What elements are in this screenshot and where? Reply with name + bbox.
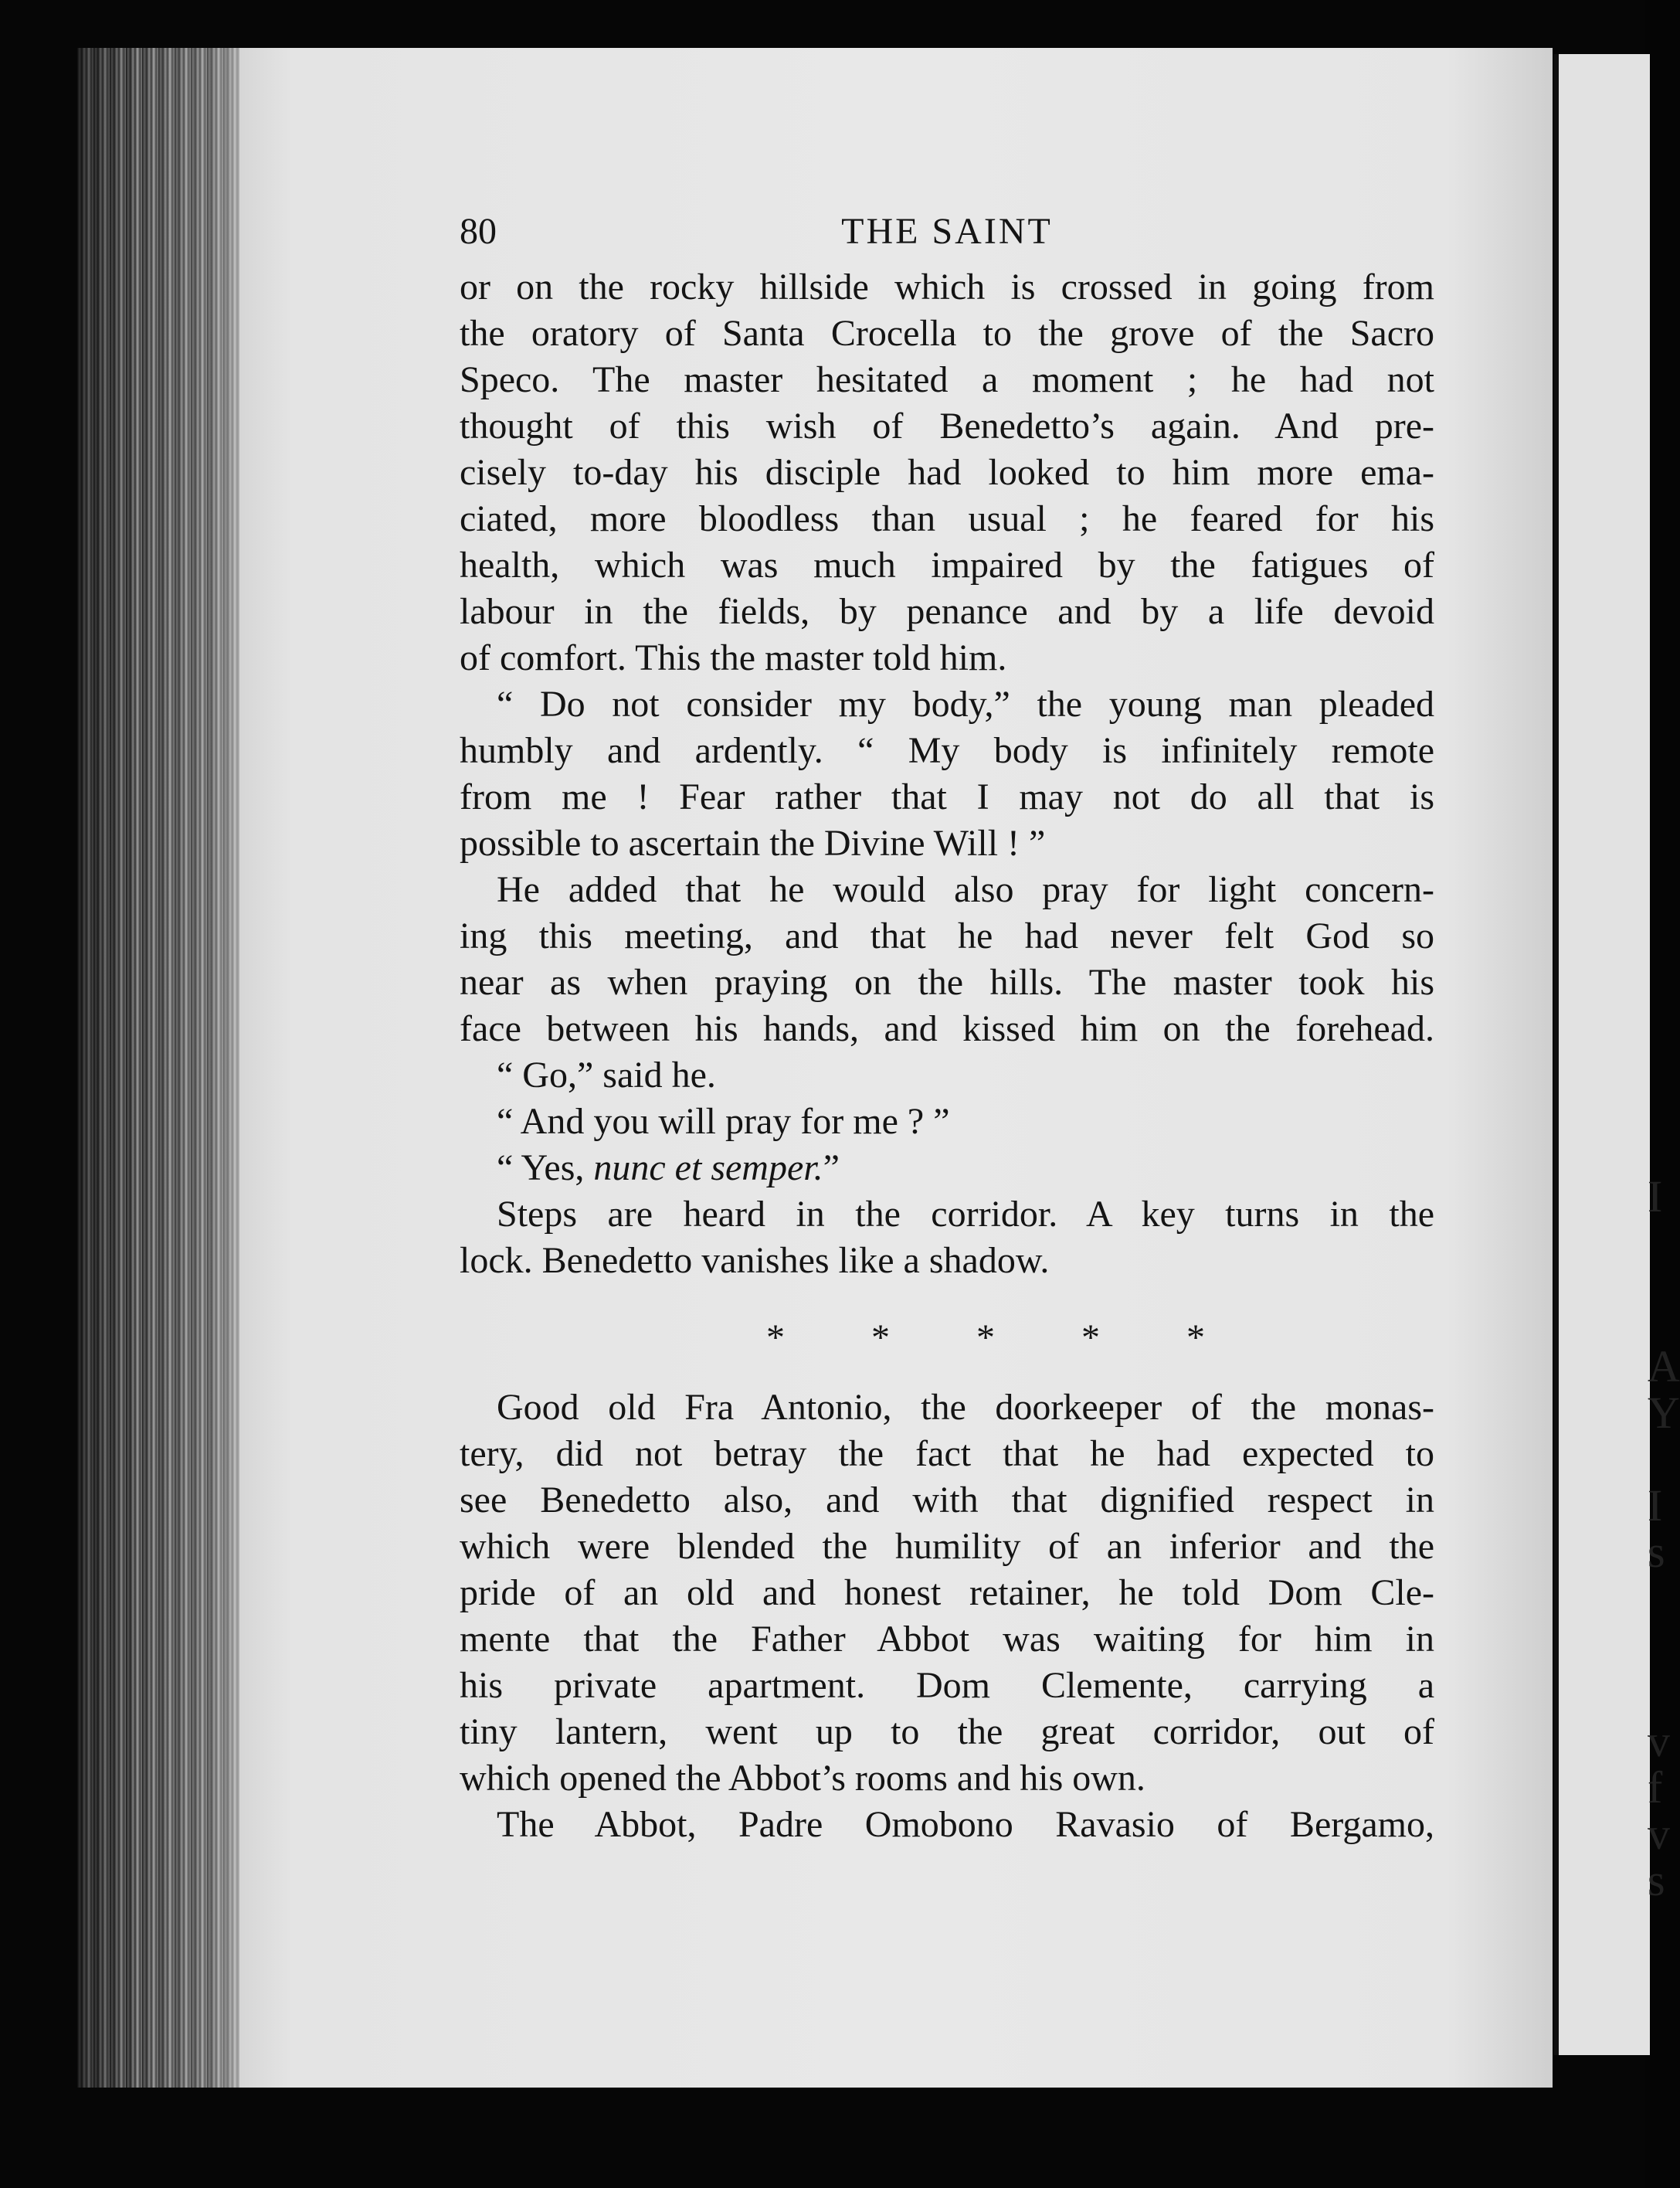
text-line: thought of this wish of Benedetto’s again. And pre-: [460, 406, 1434, 447]
page-header-title: THE SAINT: [841, 211, 1053, 252]
text-line: The Abbot, Padre Omobono Ravasio of Bergamo,: [497, 1804, 1434, 1845]
text-line: pride of an old and honest retainer, he told Dom Cle-: [460, 1572, 1434, 1613]
text-line: the oratory of Santa Crocella to the grove of the Sacro: [460, 313, 1434, 354]
text-line: Good old Fra Antonio, the doorkeeper of the monas-: [497, 1387, 1434, 1428]
text-line: see Benedetto also, and with that dignified respect in: [460, 1480, 1434, 1520]
text-line: near as when praying on the hills. The master took his: [460, 962, 1434, 1003]
facing-page-letter: Y: [1648, 1388, 1680, 1438]
closing-quote: ”: [823, 1147, 840, 1188]
text-line: which were blended the humility of an inferior and the: [460, 1526, 1434, 1567]
section-gap: [460, 1361, 1434, 1384]
text-line: Steps are heard in the corridor. A key turns in the: [497, 1194, 1434, 1235]
facing-page-letter: v: [1648, 1809, 1670, 1859]
text-line: “ Go,” said he.: [497, 1055, 716, 1096]
running-head: [460, 202, 1434, 264]
facing-page-letter: s: [1648, 1855, 1665, 1905]
text-line: tiny lantern, went up to the great corridor, out of: [460, 1711, 1434, 1752]
text-line: cisely to-day his disciple had looked to him more ema-: [460, 452, 1434, 493]
italic-phrase: nunc et semper.: [593, 1147, 823, 1188]
page-edges: [77, 48, 243, 2088]
facing-page-letter: f: [1648, 1762, 1663, 1813]
text-line: Speco. The master hesitated a moment ; he had not: [460, 359, 1434, 400]
text-line: tery, did not betray the fact that he had expected to: [460, 1433, 1434, 1474]
text-line: lock. Benedetto vanishes like a shadow.: [460, 1240, 1050, 1281]
text-line: humbly and ardently. “ My body is infinitely remote: [460, 730, 1434, 771]
page-text-block: [460, 202, 1434, 1848]
text-line: He added that he would also pray for light concern-: [497, 869, 1434, 910]
text-line: from me ! Fear rather that I may not do all that is: [460, 776, 1434, 817]
text-line: possible to ascertain the Divine Will ! ”: [460, 823, 1046, 864]
text-line: his private apartment. Dom Clemente, carrying a: [460, 1665, 1434, 1706]
facing-page-letter: I: [1648, 1171, 1663, 1221]
text-line: or on the rocky hillside which is crossed in going from: [460, 267, 1434, 307]
text-segment: “ Yes,: [497, 1147, 585, 1188]
text-line: “ And you will pray for me ? ”: [497, 1101, 950, 1142]
text-line: face between his hands, and kissed him on the forehead.: [460, 1008, 1434, 1049]
text-line: labour in the fields, by penance and by a life devoid: [460, 591, 1434, 632]
section-gap: [460, 1284, 1434, 1315]
text-line: which opened the Abbot’s rooms and his own.: [460, 1758, 1145, 1799]
text-line: “ Do not consider my body,” the young man pleaded: [497, 684, 1434, 725]
text-line: [460, 1145, 1434, 1191]
facing-page-letter: A: [1648, 1341, 1680, 1391]
text-line: of comfort. This the master told him.: [460, 637, 1007, 678]
text-line: ing this meeting, and that he had never felt God so: [460, 916, 1434, 956]
text-line: ciated, more bloodless than usual ; he feared for his: [460, 498, 1434, 539]
facing-page-letter: I: [1648, 1480, 1663, 1531]
facing-page-edge: [1554, 54, 1680, 2055]
text-line: mente that the Father Abbot was waiting for him in: [460, 1619, 1434, 1660]
facing-page-letter: s: [1648, 1527, 1665, 1577]
text-line: health, which was much impaired by the fatigues of: [460, 545, 1434, 586]
facing-page-letter: v: [1648, 1716, 1670, 1766]
section-break-asterisks: * * * * *: [766, 1317, 1205, 1358]
page-number: 80: [460, 211, 497, 252]
